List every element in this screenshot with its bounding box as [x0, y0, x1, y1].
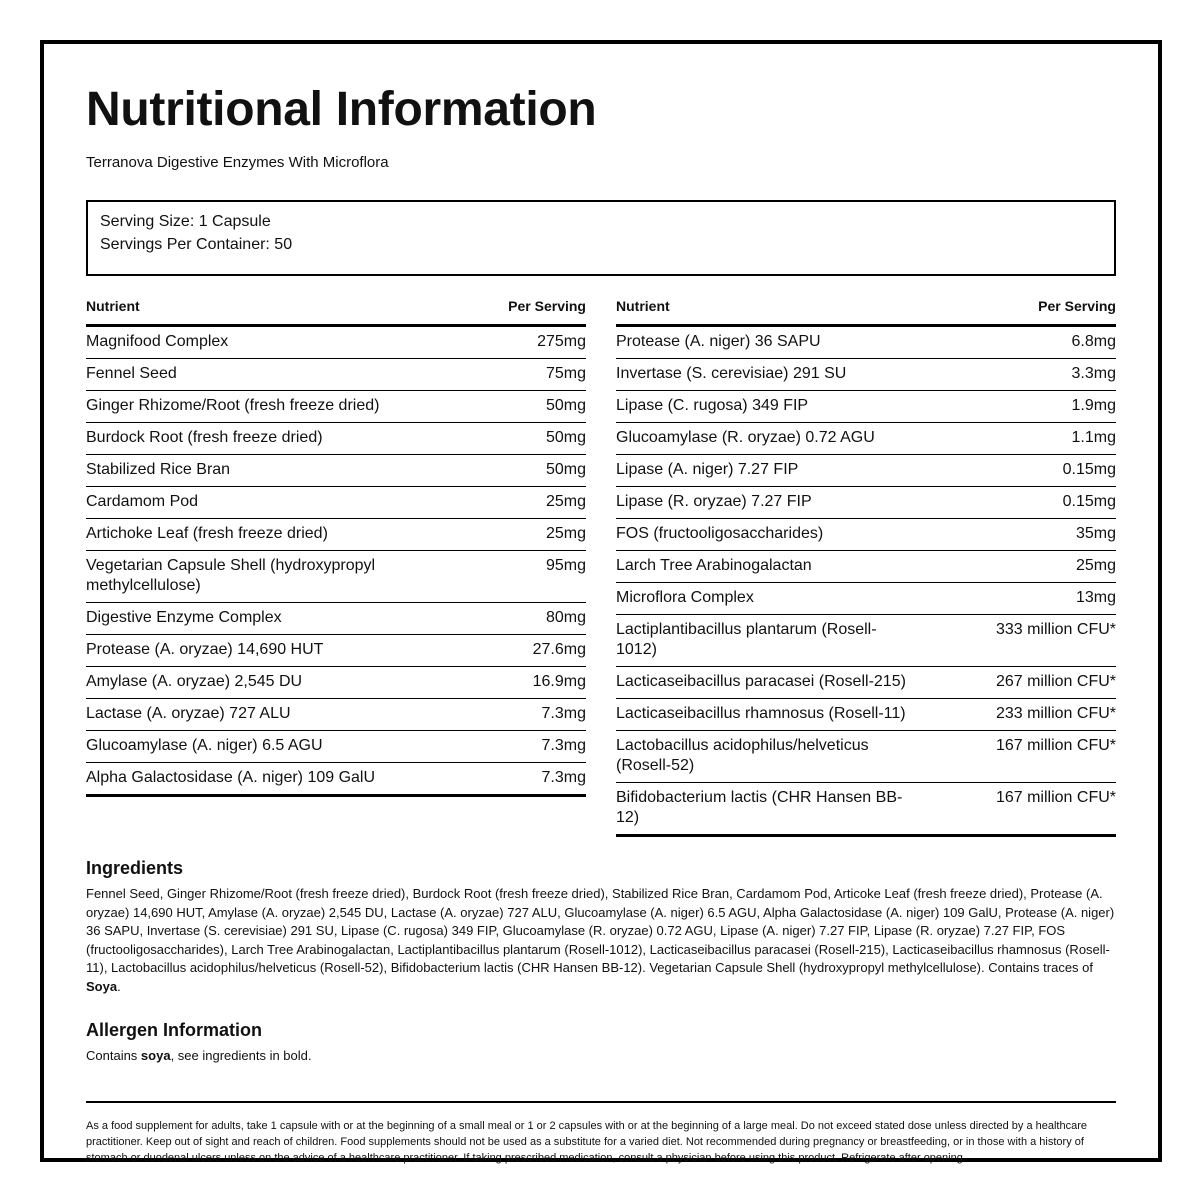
nutrient-amount: 80mg — [545, 609, 586, 626]
table-row — [86, 551, 586, 603]
table-row — [616, 667, 1116, 699]
header-nutrient: Nutrient — [616, 298, 670, 314]
table-row — [616, 455, 1116, 487]
nutrient-name: Glucoamylase (R. oryzae) 0.72 AGU — [616, 429, 875, 446]
table-row — [86, 699, 586, 731]
nutrient-name: Stabilized Rice Bran — [86, 461, 231, 478]
nutrient-name: Magnifood Complex — [86, 333, 229, 350]
nutrient-name: Protease (A. oryzae) 14,690 HUT — [86, 641, 324, 658]
table-row — [616, 699, 1116, 731]
serving-info-box — [86, 200, 1116, 276]
table-row — [86, 359, 586, 391]
header-per-serving: Per Serving — [508, 298, 586, 314]
label-content — [86, 74, 1116, 1166]
nutrient-amount: 6.8mg — [1071, 333, 1116, 350]
nutrient-amount: 0.15mg — [1062, 461, 1116, 478]
nutrient-name: Protease (A. niger) 36 SAPU — [616, 333, 821, 350]
table-row — [86, 763, 586, 797]
table-header — [86, 298, 586, 327]
disclaimer-text: As a food supplement for adults, take 1 capsule with or at the beginning of a small meal or 1 or 2 capsules with or at the beginning of a large meal. Do not exceed stated dose unless directed by a healthcare practitioner. Keep out of sight and reach of children. Food supplements should not be used as a substitute for a varied diet. Not recommended during pregnancy or breastfeeding, or in those with a history of stomach or duodenal ulcers unless on the advice of a healthcare practitioner. If taking prescribed medication, consult a physician before using this product. Refrigerate after opening. — [86, 1119, 1087, 1164]
nutrient-name: Cardamom Pod — [86, 493, 199, 510]
ingredients-allergen-bold: Soya — [86, 978, 118, 994]
nutrient-name: Digestive Enzyme Complex — [86, 609, 282, 626]
table-row — [616, 583, 1116, 615]
nutrient-name: Lactobacillus acidophilus/helveticus (Rosell-52) — [616, 737, 869, 774]
nutrient-amount: 167 million CFU* — [995, 737, 1116, 754]
allergen-title: Allergen Information — [86, 1019, 263, 1040]
nutrient-amount: 27.6mg — [532, 641, 586, 658]
nutrient-name: Lactase (A. oryzae) 727 ALU — [86, 705, 291, 722]
table-row — [616, 359, 1116, 391]
table-row — [86, 423, 586, 455]
nutrient-amount: 75mg — [545, 365, 586, 382]
nutrient-amount: 267 million CFU* — [995, 673, 1116, 690]
table-row — [616, 551, 1116, 583]
table-row — [86, 635, 586, 667]
allergen-prefix: Contains — [86, 1047, 141, 1063]
table-row — [86, 667, 586, 699]
nutrient-amount: 25mg — [545, 525, 586, 542]
page-title: Nutritional Information — [86, 83, 597, 136]
table-row — [86, 731, 586, 763]
nutrient-name: Glucoamylase (A. niger) 6.5 AGU — [86, 737, 323, 754]
label-frame — [40, 40, 1162, 1162]
nutrient-amount: 275mg — [537, 333, 586, 350]
product-name: Terranova Digestive Enzymes With Microflora — [86, 154, 389, 171]
table-row — [616, 519, 1116, 551]
nutrient-name: Fennel Seed — [86, 365, 177, 382]
servings-per-container: Servings Per Container: 50 — [100, 236, 293, 253]
table-row — [616, 423, 1116, 455]
allergen-bold: soya — [140, 1047, 171, 1063]
header-per-serving: Per Serving — [1038, 298, 1116, 314]
table-row — [616, 487, 1116, 519]
nutrient-amount: 3.3mg — [1071, 365, 1116, 382]
nutrient-amount: 167 million CFU* — [995, 789, 1116, 806]
nutrient-name: Bifidobacterium lactis (CHR Hansen BB-12) — [616, 789, 903, 826]
nutrient-amount: 1.1mg — [1071, 429, 1116, 446]
nutrient-name: FOS (fructooligosaccharides) — [616, 525, 824, 542]
nutrient-name: Lipase (R. oryzae) 7.27 FIP — [616, 493, 812, 510]
header-nutrient: Nutrient — [86, 298, 140, 314]
nutrient-amount: 50mg — [545, 461, 586, 478]
nutrient-name: Vegetarian Capsule Shell (hydroxypropyl methylcellulose) — [86, 557, 376, 594]
nutrient-amount: 25mg — [1075, 557, 1116, 574]
nutrient-name: Amylase (A. oryzae) 2,545 DU — [86, 673, 303, 690]
nutrient-amount: 35mg — [1075, 525, 1116, 542]
table-row — [86, 519, 586, 551]
nutrient-amount: 333 million CFU* — [995, 621, 1116, 638]
ingredients-list: Fennel Seed, Ginger Rhizome/Root (fresh freeze dried), Burdock Root (fresh freeze dried), Stabilized Rice Bran, Cardamom Pod, Articoke Leaf (fresh freeze dried), Protease (A. oryzae) 14,690 HUT, Amylase (A. oryzae) 2,545 DU, Lactase (A. oryzae) 727 ALU, Glucoamylase (A. niger) 6.5 AGU, Alpha Galactosidase (A. niger) 109 GalU, Protease (A. niger) 36 SAPU, Invertase (S. cerevisiae) 291 SU, Lipase (C. rugosa) 349 FIP, Glucoamylase (R. oryzae) 0.72 AGU, Lipase (A. niger) 7.27 FIP, Lipase (R. oryzae) 7.27 FIP, FOS (fructooligosaccharides), Larch Tree Arabinogalactan, Lactiplantibacillus plantarum (Rosell-1012), Lacticaseibacillus paracasei (Rosell-215), Lacticaseibacillus rhamnosus (Rosell-11), Lactobacillus acidophilus/helveticus (Rosell-52), Bifidobacterium lactis (CHR Hansen BB-12). Vegetarian Capsule Shell (hydroxypropyl methylcellulose). Contains traces of — [86, 886, 1115, 976]
nutrient-name: Lactiplantibacillus plantarum (Rosell-1012) — [616, 621, 877, 658]
ingredients-text — [86, 885, 1116, 997]
nutrient-name: Alpha Galactosidase (A. niger) 109 GalU — [86, 769, 376, 786]
allergen-suffix: , see ingredients in bold. — [170, 1047, 312, 1063]
table-row — [86, 455, 586, 487]
ingredients-end: . — [117, 978, 121, 994]
divider — [86, 1101, 1116, 1103]
nutrient-amount: 7.3mg — [541, 769, 586, 786]
table-row — [616, 391, 1116, 423]
table-row — [616, 783, 1116, 837]
table-row — [86, 487, 586, 519]
table-header — [616, 298, 1116, 327]
nutrient-amount: 233 million CFU* — [995, 705, 1116, 722]
nutrient-tables — [86, 298, 1116, 837]
nutrient-amount: 50mg — [545, 429, 586, 446]
nutrient-table-right — [616, 298, 1116, 837]
nutrient-amount: 25mg — [545, 493, 586, 510]
nutrient-name: Lipase (C. rugosa) 349 FIP — [616, 397, 809, 414]
nutrient-name: Microflora Complex — [616, 589, 754, 606]
nutrient-amount: 16.9mg — [532, 673, 586, 690]
table-row — [86, 327, 586, 359]
nutrient-amount: 7.3mg — [541, 737, 586, 754]
nutrient-name: Lipase (A. niger) 7.27 FIP — [616, 461, 799, 478]
nutrient-amount: 50mg — [545, 397, 586, 414]
nutrient-amount: 95mg — [545, 557, 586, 574]
serving-size: Serving Size: 1 Capsule — [100, 213, 271, 230]
nutrient-name: Invertase (S. cerevisiae) 291 SU — [616, 365, 847, 382]
table-row — [86, 391, 586, 423]
nutrient-name: Lacticaseibacillus paracasei (Rosell-215) — [616, 673, 906, 690]
nutrient-name: Artichoke Leaf (fresh freeze dried) — [86, 525, 328, 542]
ingredients-title: Ingredients — [86, 858, 184, 878]
nutrient-name: Burdock Root (fresh freeze dried) — [86, 429, 323, 446]
nutrient-amount: 0.15mg — [1062, 493, 1116, 510]
table-row — [86, 603, 586, 635]
nutrient-name: Ginger Rhizome/Root (fresh freeze dried) — [86, 397, 380, 414]
nutrient-table-left — [86, 298, 586, 837]
allergen-text — [86, 1047, 1116, 1065]
nutrient-name: Lacticaseibacillus rhamnosus (Rosell-11) — [616, 705, 906, 722]
table-row — [616, 615, 1116, 667]
nutrient-amount: 7.3mg — [541, 705, 586, 722]
nutrient-amount: 13mg — [1075, 589, 1116, 606]
nutrient-name: Larch Tree Arabinogalactan — [616, 557, 812, 574]
nutrient-amount: 1.9mg — [1071, 397, 1116, 414]
table-row — [616, 731, 1116, 783]
table-row — [616, 327, 1116, 359]
